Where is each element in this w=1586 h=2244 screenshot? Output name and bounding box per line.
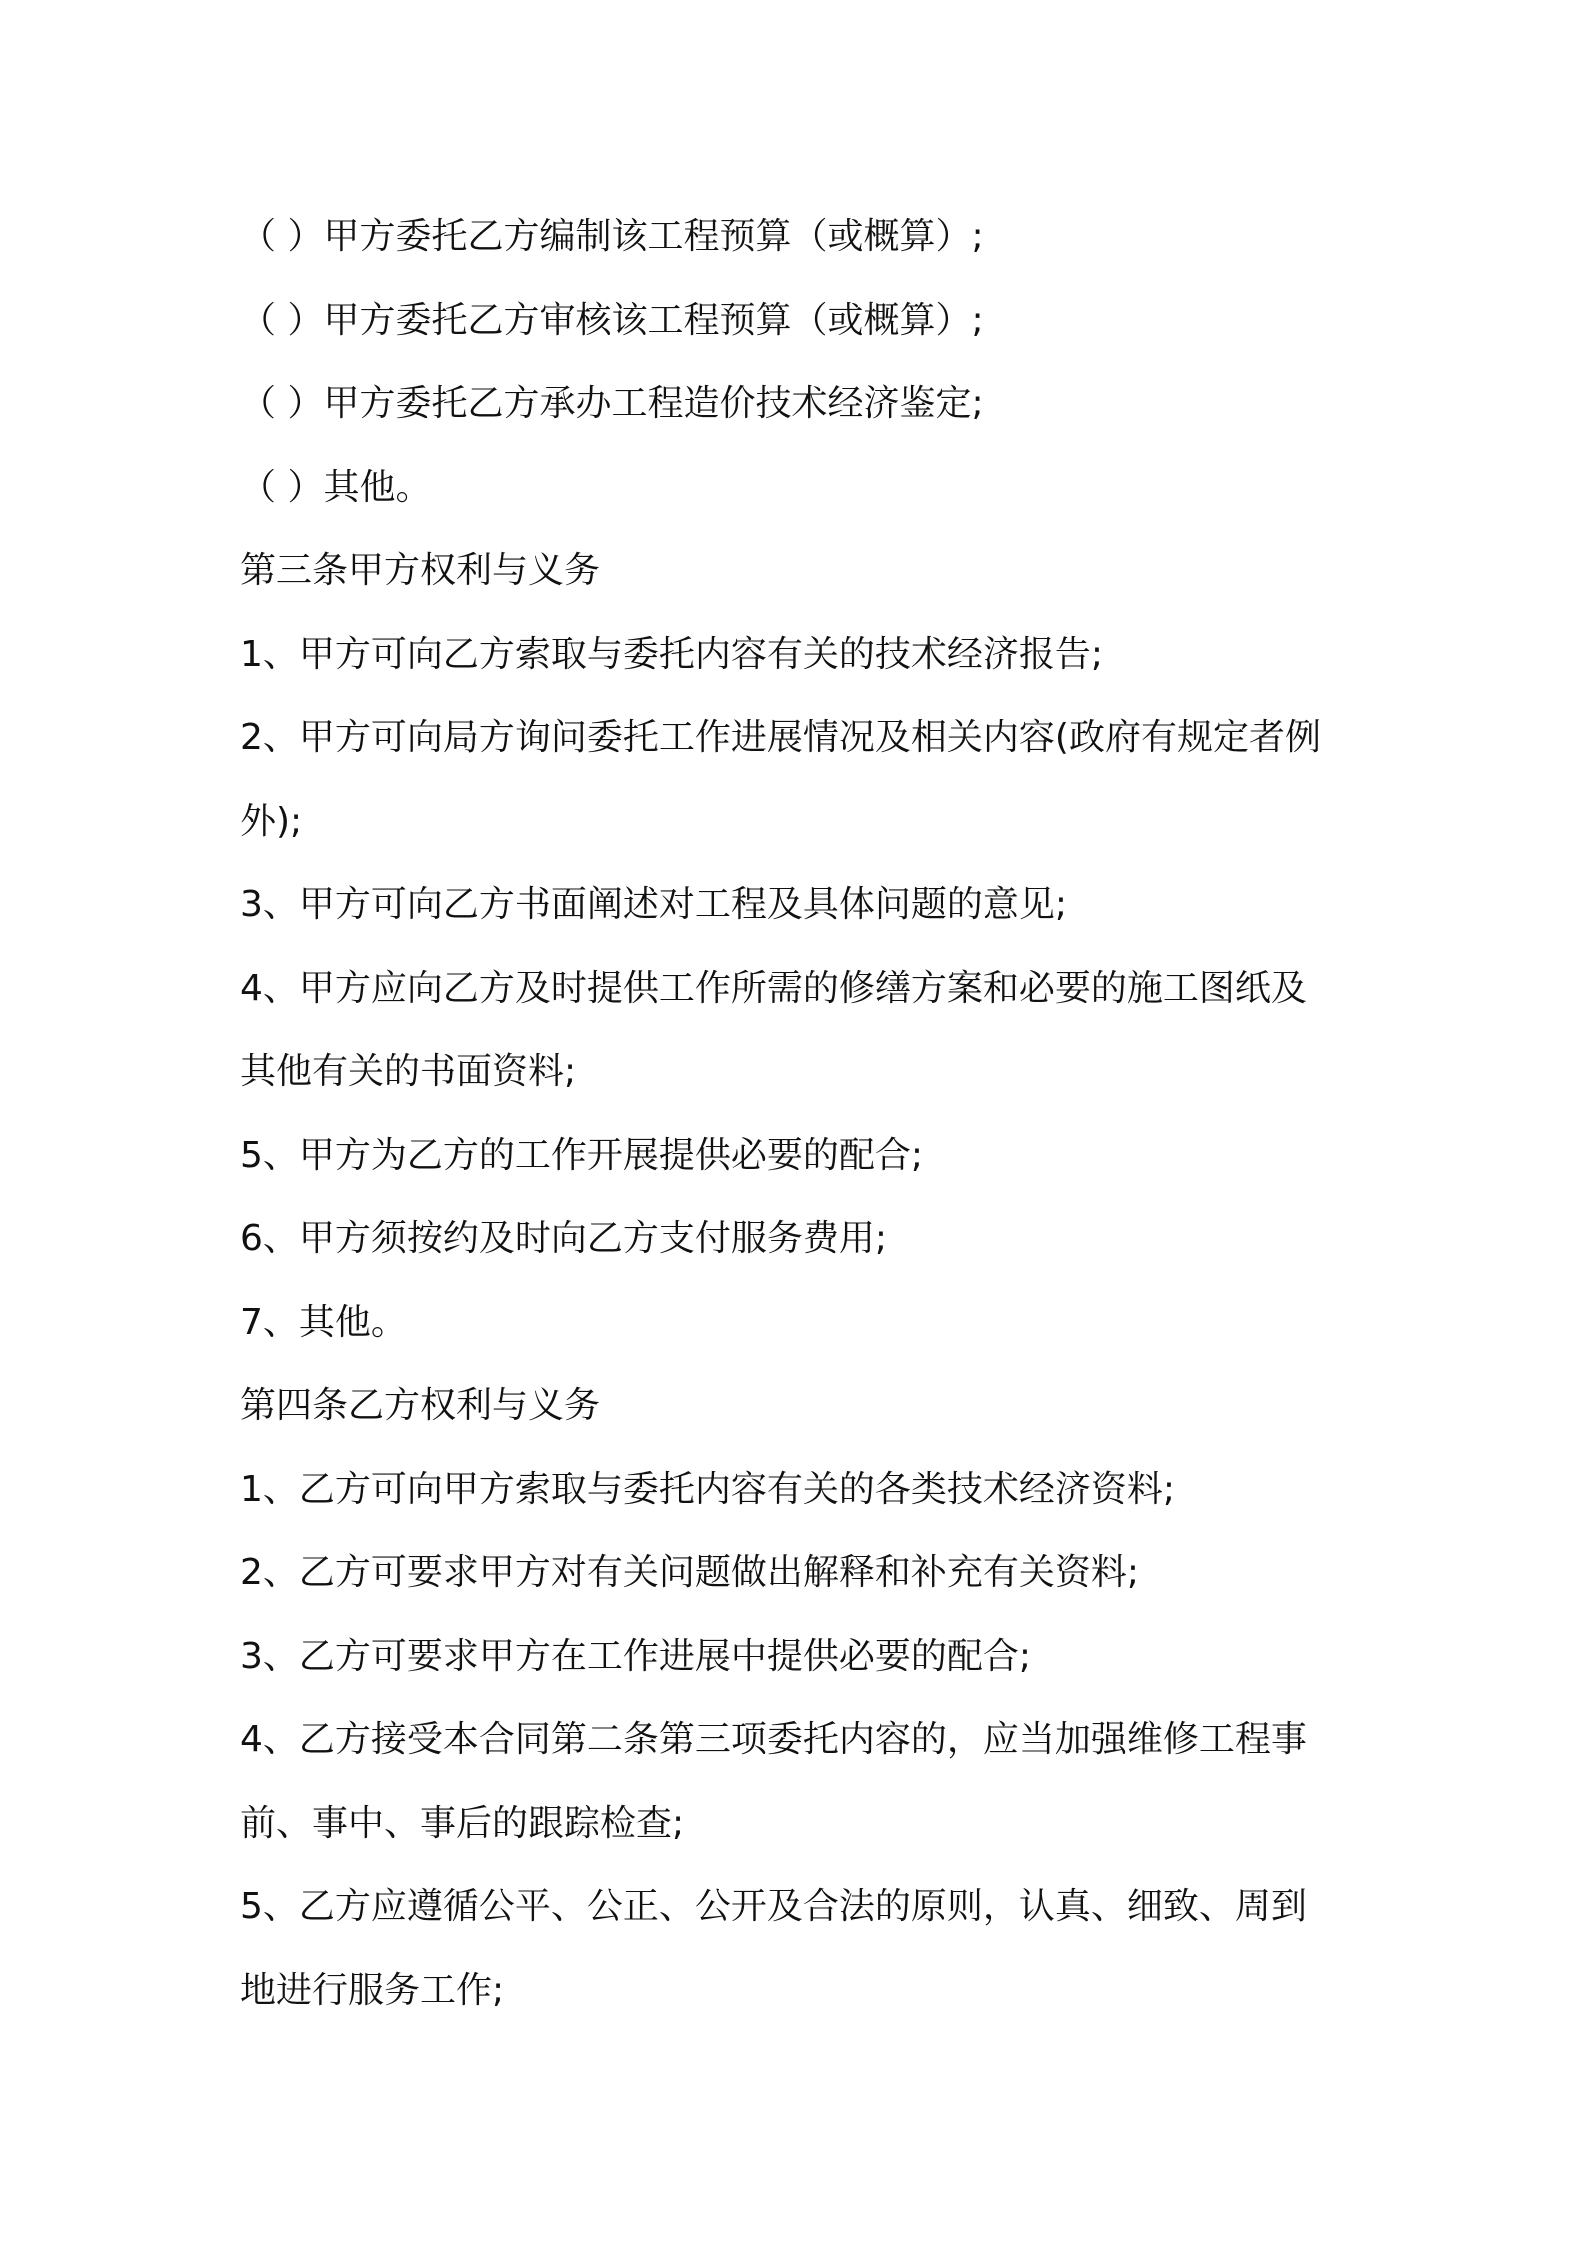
document-body — [240, 195, 1360, 2032]
article-4-item-2: 2、乙方可要求甲方对有关问题做出解释和补充有关资料; — [240, 1552, 1140, 1593]
article-3-item-7: 7、其他。 — [240, 1301, 407, 1343]
article-4-item-4: 4、乙方接受本合同第二条第三项委托内容的，应当加强维修工程事 — [240, 1719, 1307, 1760]
article-3-item-4: 4、甲方应向乙方及时提供工作所需的修缮方案和必要的施工图纸及 — [240, 967, 1307, 1009]
article-4-item-3: 3、乙方可要求甲方在工作进展中提供必要的配合; — [240, 1635, 1032, 1677]
article-3-item-4-cont: 其他有关的书面资料; — [240, 1051, 577, 1092]
article-4-heading: 第四条乙方权利与义务 — [240, 1385, 601, 1426]
article-3-item-1: 1、甲方可向乙方索取与委托内容有关的技术经济报告; — [240, 633, 1104, 675]
option-line-budget-compile: （ ）甲方委托乙方编制该工程预算（或概算）; — [240, 216, 984, 257]
article-4-item-4-cont: 前、事中、事后的跟踪检查; — [240, 1802, 685, 1844]
article-4-item-5-cont: 地进行服务工作; — [240, 1969, 505, 2011]
article-3-heading: 第三条甲方权利与义务 — [240, 550, 601, 591]
option-line-other: （ ）其他。 — [240, 466, 432, 508]
article-4-item-1: 1、乙方可向甲方索取与委托内容有关的各类技术经济资料; — [240, 1468, 1176, 1510]
option-line-budget-review: （ ）甲方委托乙方审核该工程预算（或概算）; — [240, 299, 984, 341]
article-3-item-3: 3、甲方可向乙方书面阐述对工程及具体问题的意见; — [240, 884, 1068, 925]
article-3-item-6: 6、甲方须按约及时向乙方支付服务费用; — [240, 1218, 888, 1259]
article-4-item-5: 5、乙方应遵循公平、公正、公开及合法的原则，认真、细致、周到 — [240, 1886, 1307, 1927]
article-3-item-2: 2、甲方可向局方询问委托工作进展情况及相关内容(政府有规定者例 — [240, 717, 1321, 758]
article-3-item-2-cont: 外); — [240, 800, 303, 842]
article-3-item-5: 5、甲方为乙方的工作开展提供必要的配合; — [240, 1134, 924, 1176]
option-line-appraisal: （ ）甲方委托乙方承办工程造价技术经济鉴定; — [240, 383, 984, 424]
